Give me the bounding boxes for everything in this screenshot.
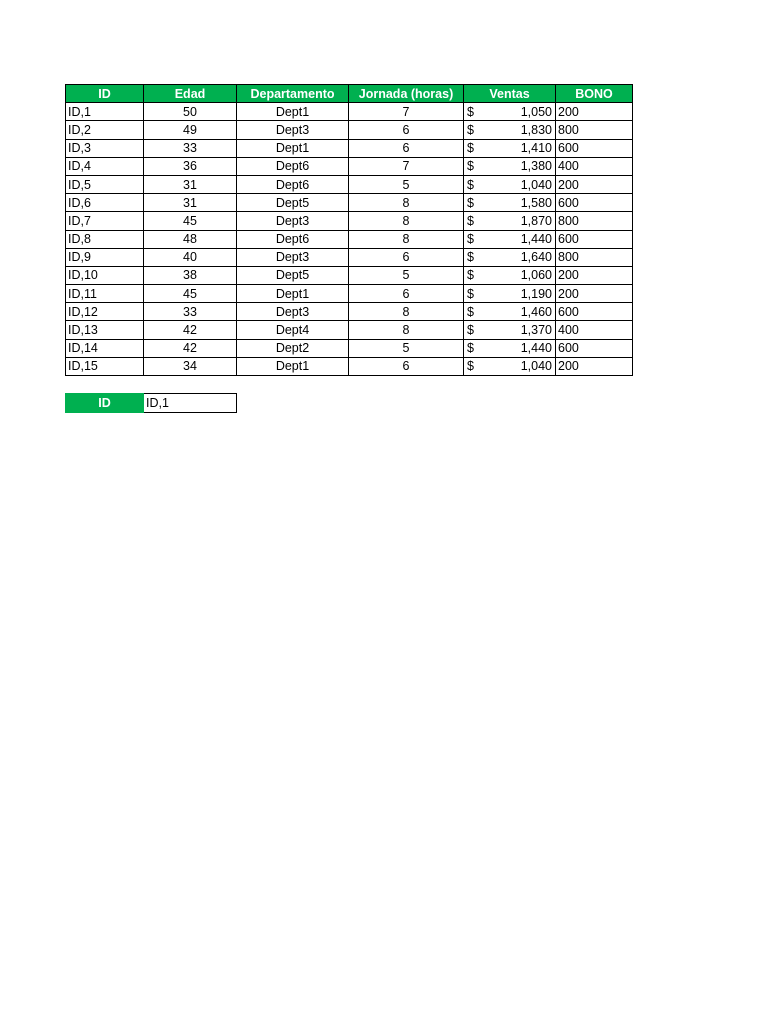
ventas-amount: 1,580	[520, 195, 552, 210]
cell-id[interactable]: ID,6	[66, 194, 144, 212]
cell-ventas[interactable]	[464, 266, 556, 284]
cell-bono[interactable]: 200	[556, 175, 633, 193]
cell-edad[interactable]: 45	[144, 212, 237, 230]
cell-jornada[interactable]: 7	[349, 157, 464, 175]
cell-jornada[interactable]: 7	[349, 103, 464, 121]
cell-bono[interactable]: 600	[556, 339, 633, 357]
cell-edad[interactable]: 38	[144, 266, 237, 284]
cell-id[interactable]: ID,11	[66, 285, 144, 303]
ventas-value	[466, 140, 553, 156]
currency-symbol: $	[467, 341, 474, 356]
cell-departamento[interactable]: Dept1	[237, 357, 349, 375]
cell-id[interactable]: ID,5	[66, 175, 144, 193]
currency-symbol: $	[467, 195, 474, 210]
table-row	[66, 303, 633, 321]
cell-id[interactable]: ID,3	[66, 139, 144, 157]
cell-bono[interactable]: 200	[556, 357, 633, 375]
cell-edad[interactable]: 40	[144, 248, 237, 266]
ventas-amount: 1,830	[520, 122, 552, 137]
cell-departamento[interactable]: Dept3	[237, 212, 349, 230]
cell-ventas[interactable]	[464, 139, 556, 157]
cell-departamento[interactable]: Dept1	[237, 285, 349, 303]
ventas-amount: 1,040	[520, 359, 552, 374]
header-row	[66, 85, 633, 103]
cell-jornada[interactable]: 5	[349, 339, 464, 357]
currency-symbol: $	[467, 104, 474, 119]
cell-jornada[interactable]: 6	[349, 139, 464, 157]
currency-symbol: $	[467, 177, 474, 192]
cell-jornada[interactable]: 8	[349, 194, 464, 212]
cell-jornada[interactable]: 6	[349, 357, 464, 375]
header-edad[interactable]: Edad	[144, 85, 237, 103]
ventas-amount: 1,640	[520, 250, 552, 265]
ventas-amount: 1,060	[520, 268, 552, 283]
cell-id[interactable]: ID,4	[66, 157, 144, 175]
cell-ventas[interactable]	[464, 103, 556, 121]
header-id[interactable]: ID	[66, 85, 144, 103]
table-row	[66, 266, 633, 284]
cell-bono[interactable]: 800	[556, 121, 633, 139]
cell-departamento[interactable]: Dept3	[237, 248, 349, 266]
cell-edad[interactable]: 33	[144, 139, 237, 157]
cell-ventas[interactable]	[464, 339, 556, 357]
ventas-amount: 1,380	[520, 159, 552, 174]
ventas-value	[466, 104, 553, 120]
cell-jornada[interactable]: 6	[349, 285, 464, 303]
cell-bono[interactable]: 200	[556, 266, 633, 284]
ventas-amount: 1,460	[520, 304, 552, 319]
ventas-value	[466, 358, 553, 374]
lookup-label[interactable]: ID	[66, 394, 144, 413]
cell-id[interactable]: ID,7	[66, 212, 144, 230]
header-ventas[interactable]: Ventas	[464, 85, 556, 103]
table-row	[66, 357, 633, 375]
ventas-amount: 1,870	[520, 213, 552, 228]
currency-symbol: $	[467, 323, 474, 338]
cell-id[interactable]: ID,10	[66, 266, 144, 284]
ventas-value	[466, 249, 553, 265]
currency-symbol: $	[467, 122, 474, 137]
ventas-value	[466, 340, 553, 356]
table-row	[66, 339, 633, 357]
cell-departamento[interactable]: Dept3	[237, 303, 349, 321]
header-jornada[interactable]: Jornada (horas)	[349, 85, 464, 103]
currency-symbol: $	[467, 232, 474, 247]
table-row	[66, 194, 633, 212]
table-row	[66, 139, 633, 157]
ventas-value	[466, 195, 553, 211]
cell-id[interactable]: ID,9	[66, 248, 144, 266]
lookup-row	[66, 394, 237, 413]
cell-edad[interactable]: 42	[144, 321, 237, 339]
cell-jornada[interactable]: 5	[349, 175, 464, 193]
ventas-amount: 1,050	[520, 104, 552, 119]
ventas-value	[466, 213, 553, 229]
ventas-amount: 1,190	[520, 286, 552, 301]
ventas-amount: 1,370	[520, 323, 552, 338]
cell-id[interactable]: ID,13	[66, 321, 144, 339]
ventas-value	[466, 158, 553, 174]
table-row	[66, 248, 633, 266]
cell-ventas[interactable]	[464, 121, 556, 139]
ventas-value	[466, 322, 553, 338]
ventas-amount: 1,440	[520, 341, 552, 356]
ventas-amount: 1,410	[520, 141, 552, 156]
cell-departamento[interactable]: Dept5	[237, 266, 349, 284]
cell-id[interactable]: ID,15	[66, 357, 144, 375]
cell-departamento[interactable]: Dept6	[237, 175, 349, 193]
data-table	[65, 84, 633, 376]
cell-id[interactable]: ID,14	[66, 339, 144, 357]
cell-jornada[interactable]: 6	[349, 121, 464, 139]
cell-edad[interactable]: 50	[144, 103, 237, 121]
cell-jornada[interactable]: 8	[349, 321, 464, 339]
cell-departamento[interactable]: Dept1	[237, 103, 349, 121]
ventas-value	[466, 122, 553, 138]
cell-departamento[interactable]: Dept2	[237, 339, 349, 357]
currency-symbol: $	[467, 304, 474, 319]
cell-ventas[interactable]	[464, 321, 556, 339]
cell-edad[interactable]: 45	[144, 285, 237, 303]
cell-departamento[interactable]: Dept6	[237, 157, 349, 175]
cell-departamento[interactable]: Dept3	[237, 121, 349, 139]
cell-jornada[interactable]: 8	[349, 212, 464, 230]
cell-jornada[interactable]: 6	[349, 248, 464, 266]
cell-departamento[interactable]: Dept5	[237, 194, 349, 212]
table-row	[66, 321, 633, 339]
cell-bono[interactable]: 200	[556, 103, 633, 121]
cell-id[interactable]: ID,2	[66, 121, 144, 139]
cell-edad[interactable]: 31	[144, 175, 237, 193]
cell-id[interactable]: ID,1	[66, 103, 144, 121]
ventas-amount: 1,040	[520, 177, 552, 192]
cell-bono[interactable]: 400	[556, 157, 633, 175]
cell-jornada[interactable]: 8	[349, 230, 464, 248]
cell-bono[interactable]: 200	[556, 285, 633, 303]
table-row	[66, 285, 633, 303]
cell-bono[interactable]: 600	[556, 194, 633, 212]
cell-ventas[interactable]	[464, 194, 556, 212]
cell-edad[interactable]: 33	[144, 303, 237, 321]
cell-jornada[interactable]: 8	[349, 303, 464, 321]
header-bono[interactable]: BONO	[556, 85, 633, 103]
cell-bono[interactable]: 600	[556, 303, 633, 321]
cell-bono[interactable]: 400	[556, 321, 633, 339]
cell-ventas[interactable]	[464, 157, 556, 175]
currency-symbol: $	[467, 250, 474, 265]
header-departamento[interactable]: Departamento	[237, 85, 349, 103]
cell-edad[interactable]: 48	[144, 230, 237, 248]
currency-symbol: $	[467, 268, 474, 283]
cell-bono[interactable]: 600	[556, 230, 633, 248]
cell-ventas[interactable]	[464, 230, 556, 248]
cell-ventas[interactable]	[464, 212, 556, 230]
ventas-value	[466, 177, 553, 193]
currency-symbol: $	[467, 286, 474, 301]
ventas-value	[466, 304, 553, 320]
cell-ventas[interactable]	[464, 175, 556, 193]
cell-ventas[interactable]	[464, 357, 556, 375]
cell-edad[interactable]: 34	[144, 357, 237, 375]
cell-bono[interactable]: 800	[556, 212, 633, 230]
cell-id[interactable]: ID,8	[66, 230, 144, 248]
cell-departamento[interactable]: Dept4	[237, 321, 349, 339]
cell-departamento[interactable]: Dept1	[237, 139, 349, 157]
currency-symbol: $	[467, 159, 474, 174]
table-row	[66, 103, 633, 121]
cell-edad[interactable]: 42	[144, 339, 237, 357]
ventas-amount: 1,440	[520, 232, 552, 247]
cell-ventas[interactable]	[464, 285, 556, 303]
cell-bono[interactable]: 600	[556, 139, 633, 157]
ventas-value	[466, 267, 553, 283]
ventas-value	[466, 231, 553, 247]
lookup-value-cell[interactable]: ID,1	[144, 394, 237, 413]
currency-symbol: $	[467, 213, 474, 228]
table-body	[66, 103, 633, 376]
table-row	[66, 157, 633, 175]
table-row	[66, 212, 633, 230]
cell-edad[interactable]: 36	[144, 157, 237, 175]
cell-edad[interactable]: 49	[144, 121, 237, 139]
id-lookup	[65, 393, 237, 413]
table-row	[66, 230, 633, 248]
currency-symbol: $	[467, 359, 474, 374]
cell-bono[interactable]: 800	[556, 248, 633, 266]
cell-ventas[interactable]	[464, 248, 556, 266]
ventas-value	[466, 286, 553, 302]
table-row	[66, 175, 633, 193]
cell-edad[interactable]: 31	[144, 194, 237, 212]
cell-departamento[interactable]: Dept6	[237, 230, 349, 248]
cell-ventas[interactable]	[464, 303, 556, 321]
cell-id[interactable]: ID,12	[66, 303, 144, 321]
currency-symbol: $	[467, 141, 474, 156]
cell-jornada[interactable]: 5	[349, 266, 464, 284]
table-row	[66, 121, 633, 139]
